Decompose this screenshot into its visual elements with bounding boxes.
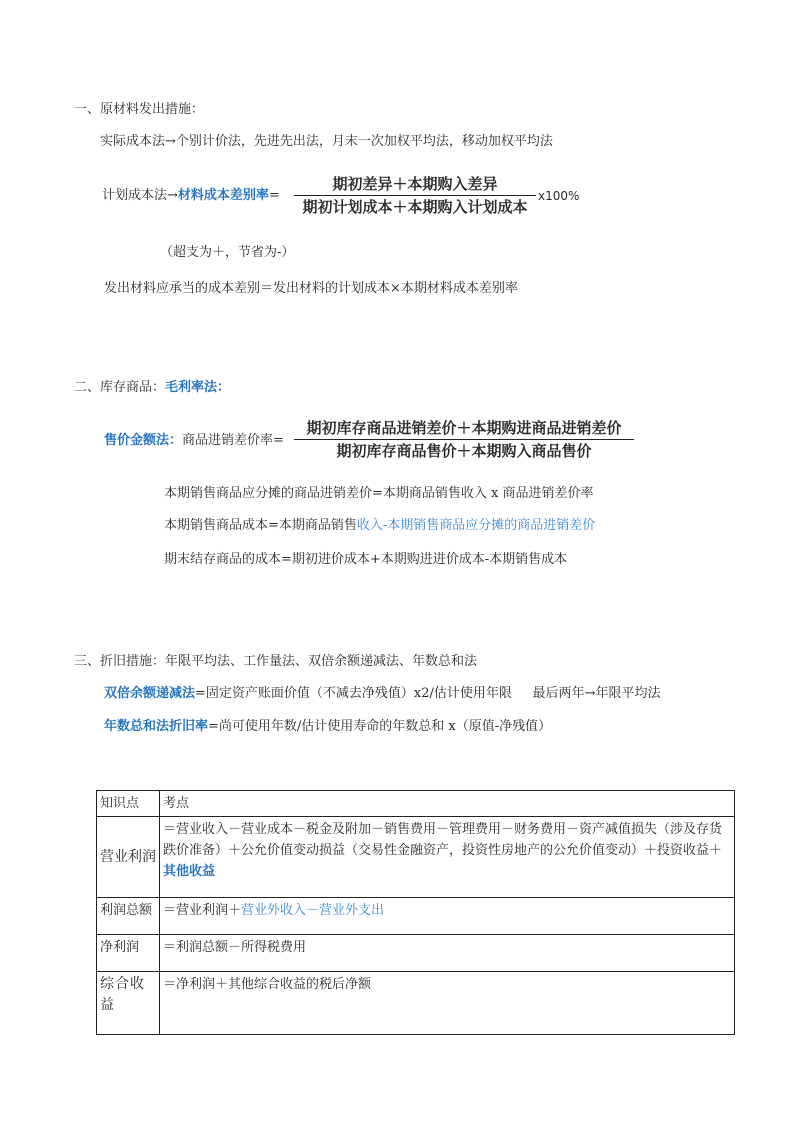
issue-variance-formula: 发出材料应承当的成本差别＝发出材料的计划成本×本期材料成本差别率	[104, 281, 518, 296]
soy-line	[104, 719, 551, 735]
sales-cost-formula-a: 本期销售商品成本=本期商品销售	[164, 518, 357, 533]
row-key: 利润总额	[97, 898, 160, 935]
table-row	[97, 935, 735, 972]
variance-sign-note: （超支为＋，节省为-）	[160, 245, 295, 260]
equals-sign: =	[268, 188, 280, 203]
fraction-denominator: 期初计划成本＋本期购入计划成本	[302, 198, 528, 216]
fraction-numerator: 期初库存商品进销差价＋本期购进商品进销差价	[306, 419, 622, 437]
row-value: ＝净利润＋其他综合收益的税后净额	[160, 972, 735, 1035]
section1-heading: 一、原材料发出措施：	[74, 102, 205, 117]
table-row	[97, 972, 735, 1035]
sales-cost-formula	[164, 518, 595, 534]
header-knowledge-point: 知识点	[97, 791, 160, 817]
allocated-markup-formula: 本期销售商品应分摊的商品进销差价=本期商品销售收入 x 商品进销差价率	[164, 486, 594, 501]
retail-method-line	[104, 433, 284, 449]
row-value-highlight: 其他收益	[163, 864, 216, 879]
row-key: 综合收益	[97, 972, 160, 1035]
ending-inventory-formula: 期末结存商品的成本=期初进价成本+本期购进进价成本-本期销售成本	[164, 552, 568, 567]
row-value-text: ＝营业收入－营业成本－税金及附加－销售费用－管理费用－财务费用－资产减值损失（涉及存货跌价准备）＋公允价值变动损益（交易性金融资产，投资性房地产的公允价值变动）＋投资收益＋	[163, 822, 723, 858]
section2-heading	[74, 380, 230, 396]
markup-rate-fraction	[294, 418, 634, 461]
gross-margin-method-term: 毛利率法：	[165, 380, 231, 395]
section2-heading-prefix: 二、库存商品：	[74, 380, 166, 395]
soy-formula: =尚可使用年数/估计使用寿命的年数总和 x（原值-净残值）	[208, 719, 552, 734]
row-key: 净利润	[97, 935, 160, 972]
fraction-bar	[294, 195, 536, 196]
soy-term: 年数总和法折旧率	[104, 719, 209, 734]
row-key: 营业利润	[97, 817, 160, 898]
material-variance-rate-term: 材料成本差别率	[177, 188, 269, 203]
table-row	[97, 817, 735, 898]
retail-method-term: 售价金额法：	[104, 433, 183, 448]
fraction-bar	[294, 439, 634, 440]
section3-heading: 三、折旧措施：年限平均法、工作量法、双倍余额递减法、年数总和法	[74, 654, 478, 669]
table-row	[97, 898, 735, 935]
row-value-text: ＝营业利润＋	[163, 903, 242, 918]
plan-cost-line	[102, 188, 280, 204]
sales-cost-formula-b: 收入-本期销售商品应分摊的商品进销差价	[356, 518, 596, 533]
knowledge-table	[96, 790, 735, 1035]
row-value	[160, 817, 735, 898]
row-value	[160, 898, 735, 935]
row-value-highlight: 营业外收入－营业外支出	[241, 903, 385, 918]
ddb-formula: =固定资产账面价值（不减去净残值）x2/估计使用年限 最后两年→年限平均法	[195, 686, 661, 701]
row-value: ＝利润总额－所得税费用	[160, 935, 735, 972]
actual-cost-methods: 实际成本法→个别计价法，先进先出法，月末一次加权平均法，移动加权平均法	[100, 134, 553, 149]
multiplier: x100%	[538, 189, 580, 203]
table-header-row	[97, 791, 735, 817]
material-variance-fraction	[294, 174, 536, 217]
header-exam-point: 考点	[160, 791, 735, 817]
plan-cost-prefix: 计划成本法→	[102, 188, 178, 203]
fraction-denominator: 期初库存商品售价＋本期购入商品售价	[336, 442, 592, 460]
ddb-term: 双倍余额递减法	[104, 686, 196, 701]
markup-rate-label: 商品进销差价率=	[182, 433, 284, 448]
fraction-numerator: 期初差异＋本期购入差异	[332, 175, 498, 193]
ddb-line	[104, 686, 660, 702]
